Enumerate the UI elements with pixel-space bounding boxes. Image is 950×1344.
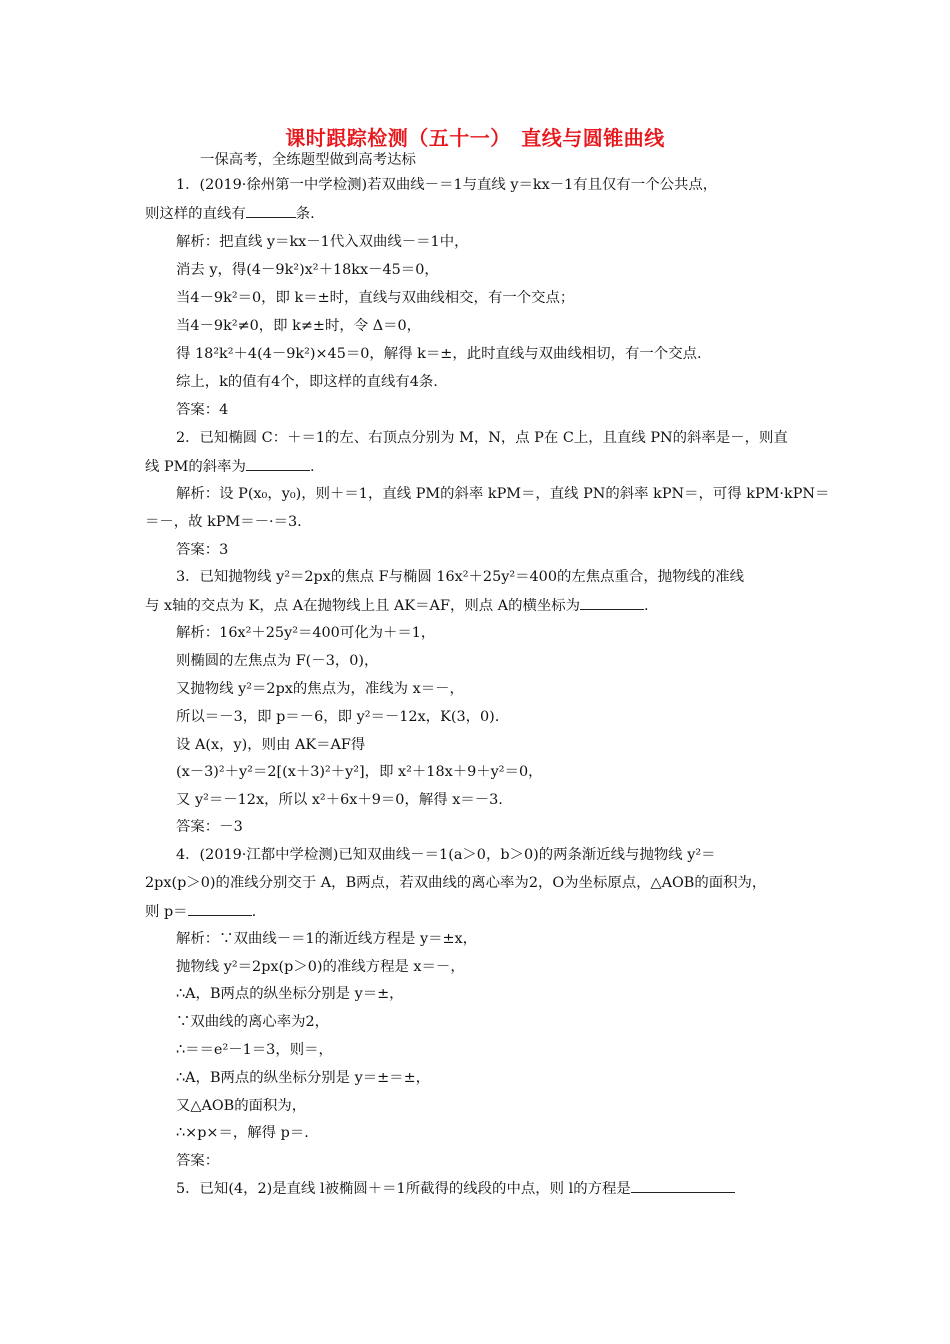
q3-solution-line4: 所以＝－3，即 p＝－6，即 y²＝－12x，K(3，0). <box>176 709 500 725</box>
q1-line1: 1．(2019·徐州第一中学检测)若双曲线－＝1与直线 y＝kx－1有且仅有一个公共点， <box>176 177 718 193</box>
answer-blank <box>246 203 296 218</box>
q4-solution-line1: 解析：∵双曲线－＝1的渐近线方程是 y＝±x， <box>176 931 478 947</box>
q4-answer: 答案： <box>176 1153 220 1169</box>
q3-line2: 与 x轴的交点为 K，点 A在抛物线上且 AK＝AF，则点 A的横坐标为 . <box>145 595 649 616</box>
q3-solution-line5: 设 A(x，y)，则由 AK＝AF得 <box>176 737 366 753</box>
q2-solution-line2: ＝－，故 kPM＝－·＝3. <box>145 514 302 530</box>
q1-solution-line1: 解析：把直线 y＝kx－1代入双曲线－＝1中， <box>176 234 469 250</box>
answer-blank <box>246 456 310 471</box>
q4-line2: 2px(p＞0)的准线分别交于 A，B两点，若双曲线的离心率为2，O为坐标原点，△AOB的面积为， <box>145 875 767 891</box>
page-title: 课时跟踪检测（五十一） 直线与圆锥曲线 <box>285 126 665 150</box>
q4-solution-line3: ∴A，B两点的纵坐标分别是 y＝±， <box>176 986 404 1002</box>
q3-answer: 答案：－3 <box>176 819 243 835</box>
q4-line3: 则 p＝ . <box>145 901 256 922</box>
q3-solution-line1: 解析：16x²＋25y²＝400可化为＋＝1， <box>176 625 436 641</box>
q4-solution-line4: ∵双曲线的离心率为2， <box>176 1014 330 1030</box>
q2-line2: 线 PM的斜率为 . <box>145 456 315 477</box>
q4-solution-line7: 又△AOB的面积为， <box>176 1098 307 1114</box>
q3-solution-line2: 则椭圆的左焦点为 F(－3，0)， <box>176 653 379 669</box>
answer-blank <box>631 1178 735 1193</box>
q1-solution-line4: 当4－9k²≠0，即 k≠±时，令 Δ＝0， <box>176 318 422 334</box>
q1-solution-line2: 消去 y，得(4－9k²)x²＋18kx－45＝0， <box>176 262 439 278</box>
q3-solution-line3: 又抛物线 y²＝2px的焦点为，准线为 x＝－， <box>176 681 464 697</box>
answer-blank <box>188 901 252 916</box>
q4-line1: 4．(2019·江都中学检测)已知双曲线－＝1(a＞0，b＞0)的两条渐近线与抛物线 y²＝ <box>176 847 716 863</box>
q2-solution-line1: 解析：设 P(x₀，y₀)，则＋＝1，直线 PM的斜率 kPM＝，直线 PN的斜率 kPN＝，可得 kPM·kPN＝ <box>176 486 830 502</box>
q4-solution-line5: ∴＝＝e²－1＝3，则＝， <box>176 1042 333 1058</box>
q1-solution-line3: 当4－9k²＝0，即 k＝±时，直线与双曲线相交，有一个交点； <box>176 290 575 306</box>
q1-line2: 则这样的直线有 条. <box>145 203 315 224</box>
q1-solution-line5: 得 18²k²＋4(4－9k²)×45＝0，解得 k＝±，此时直线与双曲线相切，有一个交点. <box>176 346 702 362</box>
q4-solution-line2: 抛物线 y²＝2px(p＞0)的准线方程是 x＝－， <box>176 959 465 975</box>
answer-blank <box>580 595 644 610</box>
q1-answer: 答案：4 <box>176 402 229 418</box>
q4-solution-line6: ∴A，B两点的纵坐标分别是 y＝±＝±， <box>176 1070 431 1086</box>
q5-line1: 5．已知(4，2)是直线 l被椭圆＋＝1所截得的线段的中点，则 l的方程是 <box>176 1178 735 1199</box>
q3-solution-line6: (x－3)²＋y²＝2[(x＋3)²＋y²]，即 x²＋18x＋9＋y²＝0， <box>176 764 543 780</box>
q2-answer: 答案：3 <box>176 542 229 558</box>
q1-solution-line6: 综上，k的值有4个，即这样的直线有4条. <box>176 374 438 390</box>
q3-line1: 3．已知抛物线 y²＝2px的焦点 F与椭圆 16x²＋25y²＝400的左焦点重合，抛物线的准线 <box>176 569 745 585</box>
q2-line1: 2．已知椭圆 C：＋＝1的左、右顶点分别为 M，N，点 P在 C上，且直线 PN的斜率是－，则直 <box>176 430 788 446</box>
q4-solution-line8: ∴×p×＝，解得 p＝. <box>176 1125 309 1141</box>
q3-solution-line7: 又 y²＝－12x，所以 x²＋6x＋9＝0，解得 x＝－3. <box>176 792 503 808</box>
subtitle: 一保高考，全练题型做到高考达标 <box>200 152 416 168</box>
